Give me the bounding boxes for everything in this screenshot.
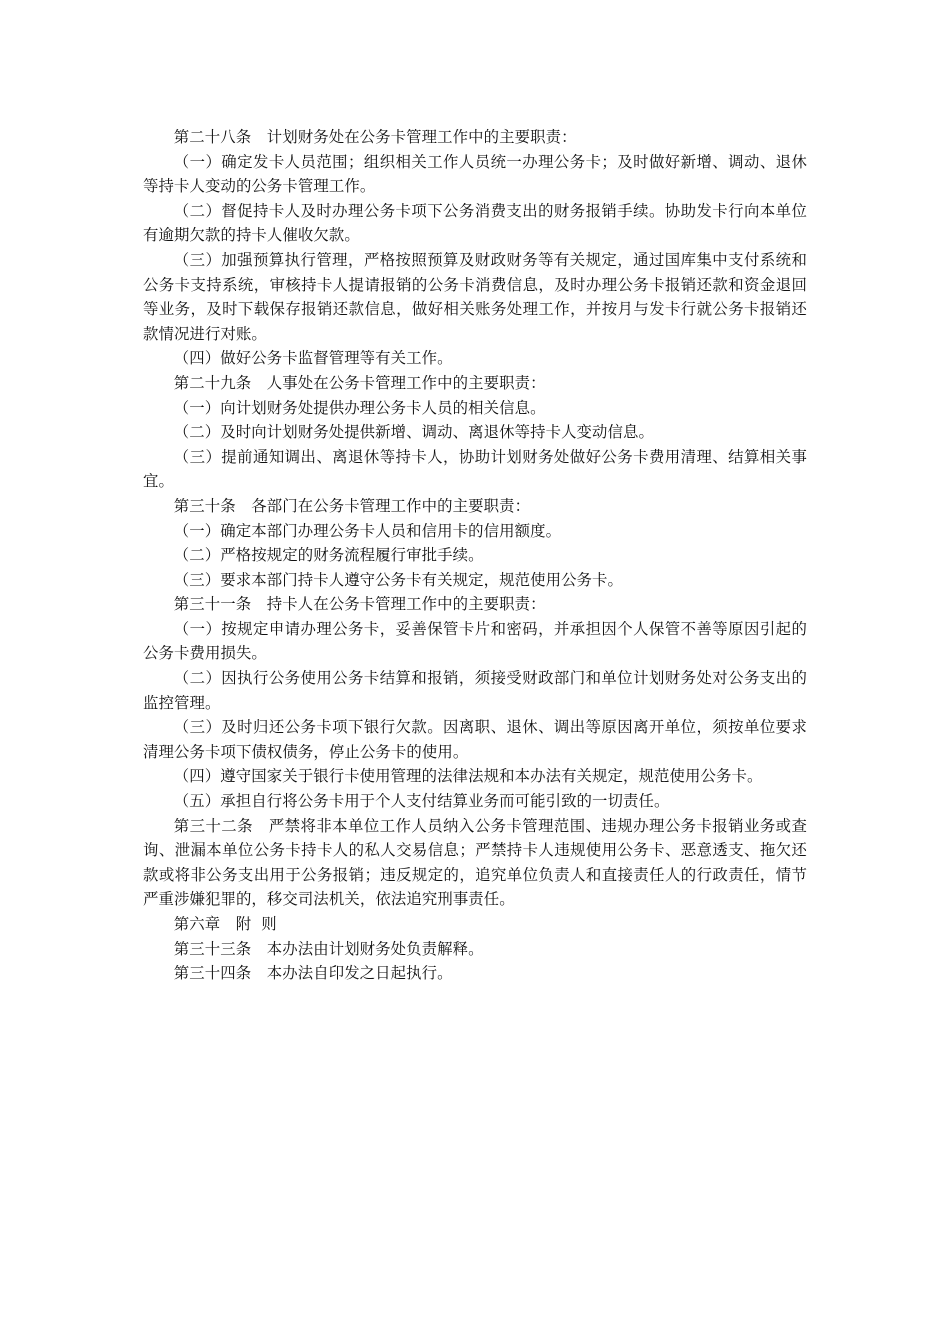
article-33: 第三十三条 本办法由计划财务处负责解释。 <box>173 939 484 958</box>
article-29-item-1: （一）向计划财务处提供办理公务卡人员的相关信息。 <box>173 398 546 417</box>
article-29-item-3: （三）提前通知调出、离退休等持卡人，协助计划财务处做好公务卡费用清理、结算相关事宜。 <box>143 447 807 491</box>
article-28-item-3: （三）加强预算执行管理，严格按照预算及财政财务等有关规定，通过国库集中支付系统和公务卡支持系统，审核持卡人提请报销的公务卡消费信息，及时办理公务卡报销还款和资金退回等业务，及时下载保存报销还款信息，做好相关账务处理工作，并按月与发卡行就公务卡报销还款情况进行对账。 <box>143 250 807 343</box>
article-34: 第三十四条 本办法自印发之日起执行。 <box>173 964 453 983</box>
article-31-item-4: （四）遵守国家关于银行卡使用管理的法律法规和本办法有关规定，规范使用公务卡。 <box>173 767 763 786</box>
article-30-heading: 第三十条 各部门在公务卡管理工作中的主要职责： <box>173 496 531 515</box>
article-28-item-1: （一）确定发卡人员范围；组织相关工作人员统一办理公务卡；及时做好新增、调动、退休等持卡人变动的公务卡管理工作。 <box>143 152 807 196</box>
chapter-6-heading: 第六章 附 则 <box>173 915 277 933</box>
article-31-heading: 第三十一条 持卡人在公务卡管理工作中的主要职责： <box>173 595 546 614</box>
article-30-item-2: （二）严格按规定的财务流程履行审批手续。 <box>173 546 484 565</box>
article-28-item-4: （四）做好公务卡监督管理等有关工作。 <box>173 349 453 368</box>
article-30-item-3: （三）要求本部门持卡人遵守公务卡有关规定，规范使用公务卡。 <box>173 570 624 589</box>
article-30-item-1: （一）确定本部门办理公务卡人员和信用卡的信用额度。 <box>173 521 562 540</box>
article-28-item-2: （二）督促持卡人及时办理公务卡项下公务消费支出的财务报销手续。协助发卡行向本单位有逾期欠款的持卡人催收欠款。 <box>143 201 807 245</box>
article-31-item-1: （一）按规定申请办理公务卡，妥善保管卡片和密码，并承担因个人保管不善等原因引起的公务卡费用损失。 <box>143 619 807 663</box>
article-29-item-2: （二）及时向计划财务处提供新增、调动、离退休等持卡人变动信息。 <box>173 423 655 442</box>
article-28-heading: 第二十八条 计划财务处在公务卡管理工作中的主要职责： <box>173 128 577 146</box>
article-31-item-5: （五）承担自行将公务卡用于个人支付结算业务而可能引致的一切责任。 <box>173 792 670 811</box>
article-29-heading: 第二十九条 人事处在公务卡管理工作中的主要职责： <box>173 373 546 392</box>
article-31-item-2: （二）因执行公务使用公务卡结算和报销，须接受财政部门和单位计划财务处对公务支出的监控管理。 <box>143 669 807 712</box>
article-32: 第三十二条 严禁将非本单位工作人员纳入公务卡管理范围、违规办理公务卡报销业务或查询、泄漏本单位公务卡持卡人的私人交易信息；严禁持卡人违规使用公务卡、恶意透支、拖欠还款或将非公务支出用于公务报销；违反规定的，追究单位负责人和直接责任人的行政责任，情节严重涉嫌犯罪的，移交司法机关，依法追究刑事责任。 <box>143 816 807 909</box>
document-body <box>143 125 807 986</box>
article-31-item-3: （三）及时归还公务卡项下银行欠款。因离职、退休、调出等原因离开单位，须按单位要求清理公务卡项下债权债务，停止公务卡的使用。 <box>143 718 807 761</box>
